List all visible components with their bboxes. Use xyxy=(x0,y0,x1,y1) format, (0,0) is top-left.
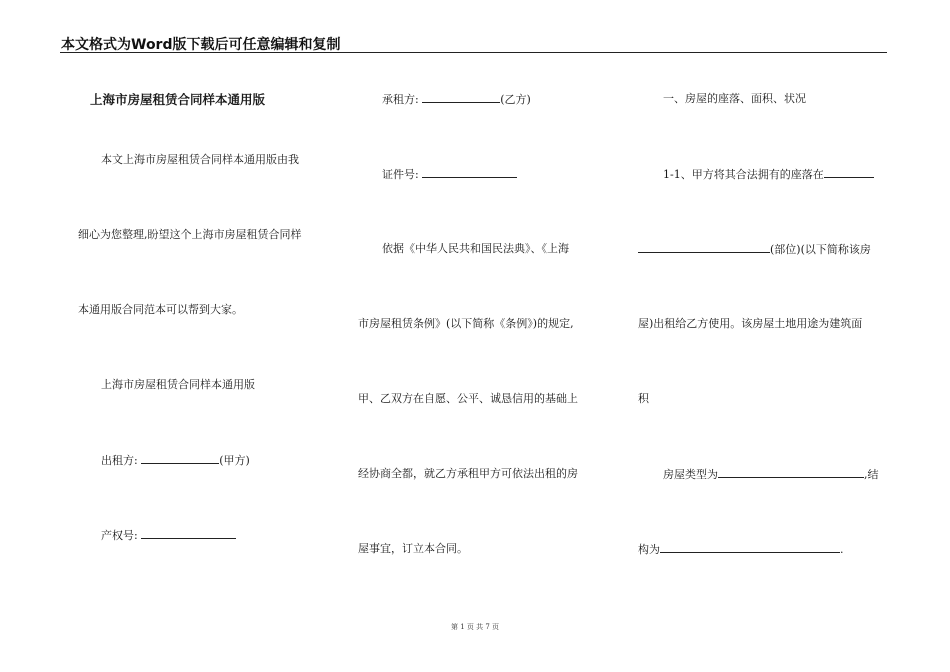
id-line xyxy=(382,167,517,182)
house-type-label: 房屋类型为 xyxy=(663,468,718,481)
structure-label: 构为 xyxy=(638,543,660,556)
basis-line-2: 市房屋租赁条例》(以下简称《条例》)的规定, xyxy=(358,317,574,330)
lessee-suffix: (乙方) xyxy=(500,93,531,106)
basis-line-1: 依据《中华人民共和国民法典》、《上海 xyxy=(382,242,569,255)
contract-subtitle: 上海市房屋租赁合同样本通用版 xyxy=(101,378,255,391)
structure-line xyxy=(638,542,844,557)
location-text: 1-1、甲方将其合法拥有的座落在 xyxy=(663,168,824,181)
lessee-line xyxy=(382,92,531,107)
owner-label: 产权号: xyxy=(101,529,138,542)
basis-line-5: 屋事宜，订立本合同。 xyxy=(358,542,468,555)
intro-line-1: 本文上海市房屋租赁合同样本通用版由我 xyxy=(101,153,299,166)
area-line: 积 xyxy=(638,392,649,405)
location-blank-1[interactable] xyxy=(824,167,874,178)
intro-line-3: 本通用版合同范本可以帮到大家。 xyxy=(78,303,243,316)
header-divider xyxy=(60,52,887,53)
contract-title: 上海市房屋租赁合同样本通用版 xyxy=(90,92,266,107)
structure-blank[interactable] xyxy=(660,542,840,553)
owner-blank[interactable] xyxy=(141,528,236,539)
lessor-line xyxy=(101,453,250,468)
location-line-1 xyxy=(663,167,874,182)
location-suffix: (部位)(以下简称该房 xyxy=(770,243,871,256)
owner-line xyxy=(101,528,236,543)
lessor-suffix: (甲方) xyxy=(219,454,250,467)
house-type-blank[interactable] xyxy=(718,467,864,478)
document-header: 本文格式为Word版下载后可任意编辑和复制 xyxy=(61,37,341,53)
lessor-blank[interactable] xyxy=(141,453,219,464)
usage-line: 屋)出租给乙方使用。该房屋土地用途为建筑面 xyxy=(638,317,863,330)
id-label: 证件号: xyxy=(382,168,419,181)
basis-line-4: 经协商全都，就乙方承租甲方可依法出租的房 xyxy=(358,467,578,480)
basis-line-3: 甲、乙双方在自愿、公平、诚恳信用的基础上 xyxy=(358,392,578,405)
location-line-2 xyxy=(638,242,871,257)
intro-line-2: 细心为您整理,盼望这个上海市房屋租赁合同样 xyxy=(78,228,302,241)
lessee-blank[interactable] xyxy=(422,92,500,103)
id-blank[interactable] xyxy=(422,167,517,178)
lessee-label: 承租方: xyxy=(382,93,419,106)
page-number: 第 1 页 共 7 页 xyxy=(450,623,500,631)
lessor-label: 出租方: xyxy=(101,454,138,467)
section-heading: 一、房屋的座落、面积、状况 xyxy=(663,92,806,105)
structure-suffix: . xyxy=(840,543,844,556)
location-blank-2[interactable] xyxy=(638,242,770,253)
house-type-line xyxy=(663,467,879,482)
house-type-suffix: ,结 xyxy=(864,468,879,481)
